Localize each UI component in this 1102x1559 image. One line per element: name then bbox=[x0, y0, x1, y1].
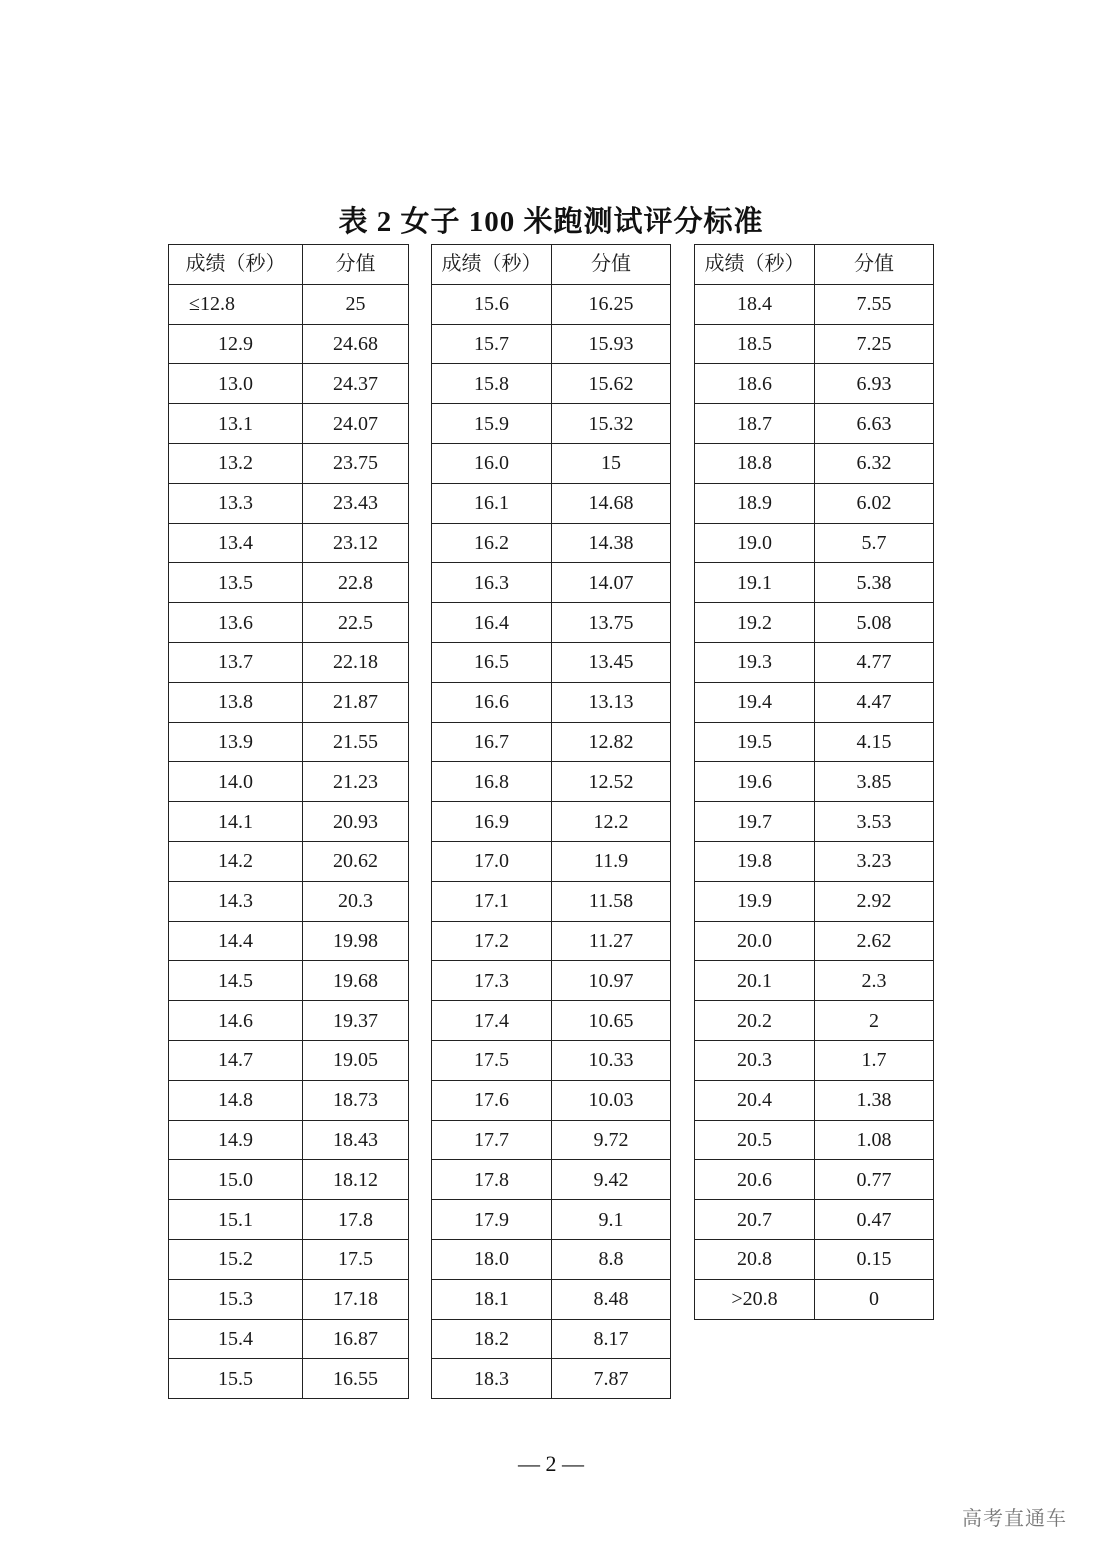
score-cell: 16.55 bbox=[303, 1359, 409, 1399]
time-cell: 15.9 bbox=[432, 404, 552, 444]
time-cell: 20.7 bbox=[695, 1200, 815, 1240]
time-cell: 19.6 bbox=[695, 762, 815, 802]
time-cell: 19.9 bbox=[695, 881, 815, 921]
time-cell: 19.0 bbox=[695, 523, 815, 563]
table-row bbox=[432, 284, 671, 324]
time-cell: 17.2 bbox=[432, 921, 552, 961]
time-cell: 14.8 bbox=[169, 1080, 303, 1120]
time-cell: 18.5 bbox=[695, 324, 815, 364]
score-cell: 18.12 bbox=[303, 1160, 409, 1200]
header-time: 成绩（秒） bbox=[432, 245, 552, 285]
table-row bbox=[695, 1279, 934, 1319]
score-cell: 9.42 bbox=[552, 1160, 671, 1200]
header-score: 分值 bbox=[815, 245, 934, 285]
time-cell: 13.8 bbox=[169, 682, 303, 722]
time-cell: 13.5 bbox=[169, 563, 303, 603]
score-cell: 12.2 bbox=[552, 802, 671, 842]
time-cell: 20.0 bbox=[695, 921, 815, 961]
table-row bbox=[169, 682, 409, 722]
page-number: — 2 — bbox=[518, 1451, 584, 1476]
time-cell: 16.3 bbox=[432, 563, 552, 603]
time-cell: 13.4 bbox=[169, 523, 303, 563]
time-cell: 16.1 bbox=[432, 483, 552, 523]
score-cell: 6.02 bbox=[815, 483, 934, 523]
score-cell: 9.1 bbox=[552, 1200, 671, 1240]
table-row bbox=[695, 1160, 934, 1200]
time-cell: 17.0 bbox=[432, 841, 552, 881]
table-row bbox=[169, 1160, 409, 1200]
table-row bbox=[432, 1319, 671, 1359]
table-row bbox=[169, 1001, 409, 1041]
table-row bbox=[432, 523, 671, 563]
score-cell: 19.68 bbox=[303, 961, 409, 1001]
table-row bbox=[695, 483, 934, 523]
score-cell: 19.37 bbox=[303, 1001, 409, 1041]
table-row bbox=[432, 324, 671, 364]
time-cell: 15.4 bbox=[169, 1319, 303, 1359]
time-cell: 20.6 bbox=[695, 1160, 815, 1200]
table-title: 表 2 女子 100 米跑测试评分标准 bbox=[338, 206, 764, 238]
table-row bbox=[169, 483, 409, 523]
table-body bbox=[169, 284, 409, 1398]
time-cell: 18.1 bbox=[432, 1279, 552, 1319]
score-cell: 10.97 bbox=[552, 961, 671, 1001]
score-cell: 8.48 bbox=[552, 1279, 671, 1319]
time-cell: 13.1 bbox=[169, 404, 303, 444]
score-cell: 2 bbox=[815, 1001, 934, 1041]
score-cell: 2.92 bbox=[815, 881, 934, 921]
score-cell: 15 bbox=[552, 443, 671, 483]
score-cell: 7.55 bbox=[815, 284, 934, 324]
score-cell: 1.7 bbox=[815, 1040, 934, 1080]
score-cell: 17.8 bbox=[303, 1200, 409, 1240]
table-row bbox=[169, 1040, 409, 1080]
score-cell: 23.75 bbox=[303, 443, 409, 483]
table-row bbox=[695, 443, 934, 483]
table-row bbox=[432, 603, 671, 643]
time-cell: 17.8 bbox=[432, 1160, 552, 1200]
table-row bbox=[169, 1319, 409, 1359]
score-cell: 8.17 bbox=[552, 1319, 671, 1359]
table-row bbox=[432, 1160, 671, 1200]
score-cell: 19.98 bbox=[303, 921, 409, 961]
time-cell: 20.5 bbox=[695, 1120, 815, 1160]
table-row bbox=[695, 921, 934, 961]
time-cell: 17.1 bbox=[432, 881, 552, 921]
table-row bbox=[695, 523, 934, 563]
table-row bbox=[695, 404, 934, 444]
time-cell: 14.7 bbox=[169, 1040, 303, 1080]
score-cell: 20.62 bbox=[303, 841, 409, 881]
header-row bbox=[695, 245, 934, 285]
score-cell: 6.63 bbox=[815, 404, 934, 444]
score-cell: 10.65 bbox=[552, 1001, 671, 1041]
watermark: 高考直通车 bbox=[962, 1506, 1067, 1530]
header-score: 分值 bbox=[552, 245, 671, 285]
time-cell: 19.5 bbox=[695, 722, 815, 762]
score-cell: 22.18 bbox=[303, 642, 409, 682]
time-cell: 16.5 bbox=[432, 642, 552, 682]
score-cell: 19.05 bbox=[303, 1040, 409, 1080]
table-row bbox=[432, 722, 671, 762]
score-cell: 21.87 bbox=[303, 682, 409, 722]
table-row bbox=[432, 1359, 671, 1399]
score-cell: 14.38 bbox=[552, 523, 671, 563]
score-cell: 20.93 bbox=[303, 802, 409, 842]
table-row bbox=[432, 1279, 671, 1319]
time-cell: 18.7 bbox=[695, 404, 815, 444]
score-cell: 24.37 bbox=[303, 364, 409, 404]
time-cell: 16.7 bbox=[432, 722, 552, 762]
score-cell: 0.77 bbox=[815, 1160, 934, 1200]
time-cell: 15.1 bbox=[169, 1200, 303, 1240]
table-row bbox=[169, 961, 409, 1001]
table-row bbox=[169, 762, 409, 802]
score-cell: 2.3 bbox=[815, 961, 934, 1001]
score-cell: 5.7 bbox=[815, 523, 934, 563]
score-cell: 13.75 bbox=[552, 603, 671, 643]
score-cell: 15.32 bbox=[552, 404, 671, 444]
time-cell: 17.6 bbox=[432, 1080, 552, 1120]
table-row bbox=[695, 722, 934, 762]
time-cell: 15.5 bbox=[169, 1359, 303, 1399]
time-cell: 18.8 bbox=[695, 443, 815, 483]
time-cell: 16.4 bbox=[432, 603, 552, 643]
time-cell: 16.8 bbox=[432, 762, 552, 802]
score-cell: 8.8 bbox=[552, 1239, 671, 1279]
table-row bbox=[432, 841, 671, 881]
time-cell: 14.4 bbox=[169, 921, 303, 961]
time-cell: 18.4 bbox=[695, 284, 815, 324]
time-cell: 19.4 bbox=[695, 682, 815, 722]
score-cell: 10.03 bbox=[552, 1080, 671, 1120]
score-cell: 10.33 bbox=[552, 1040, 671, 1080]
time-cell: 19.1 bbox=[695, 563, 815, 603]
score-cell: 5.38 bbox=[815, 563, 934, 603]
score-cell: 21.23 bbox=[303, 762, 409, 802]
table-row bbox=[432, 483, 671, 523]
table-row bbox=[695, 762, 934, 802]
time-cell: 16.0 bbox=[432, 443, 552, 483]
table-row bbox=[695, 364, 934, 404]
table-row bbox=[695, 284, 934, 324]
table-row bbox=[169, 921, 409, 961]
table-row bbox=[169, 404, 409, 444]
time-cell: 19.8 bbox=[695, 841, 815, 881]
table-row bbox=[169, 841, 409, 881]
time-cell: 14.0 bbox=[169, 762, 303, 802]
header-time: 成绩（秒） bbox=[695, 245, 815, 285]
score-cell: 24.68 bbox=[303, 324, 409, 364]
time-cell: 15.0 bbox=[169, 1160, 303, 1200]
time-cell: 13.0 bbox=[169, 364, 303, 404]
table-row bbox=[432, 364, 671, 404]
score-cell: 4.47 bbox=[815, 682, 934, 722]
score-cell: 14.07 bbox=[552, 563, 671, 603]
score-cell: 22.5 bbox=[303, 603, 409, 643]
time-cell: 18.2 bbox=[432, 1319, 552, 1359]
time-cell: 16.9 bbox=[432, 802, 552, 842]
score-cell: 0.15 bbox=[815, 1239, 934, 1279]
time-cell: 19.2 bbox=[695, 603, 815, 643]
table-row bbox=[695, 1001, 934, 1041]
time-cell: 17.5 bbox=[432, 1040, 552, 1080]
table-row bbox=[695, 1080, 934, 1120]
time-cell: 15.7 bbox=[432, 324, 552, 364]
score-cell: 24.07 bbox=[303, 404, 409, 444]
header-row bbox=[169, 245, 409, 285]
score-cell: 16.25 bbox=[552, 284, 671, 324]
score-cell: 13.45 bbox=[552, 642, 671, 682]
score-cell: 3.85 bbox=[815, 762, 934, 802]
score-table-block-3 bbox=[694, 244, 934, 1320]
score-cell: 21.55 bbox=[303, 722, 409, 762]
score-cell: 12.52 bbox=[552, 762, 671, 802]
table-row bbox=[432, 881, 671, 921]
score-cell: 11.27 bbox=[552, 921, 671, 961]
table-row bbox=[432, 1040, 671, 1080]
score-cell: 4.77 bbox=[815, 642, 934, 682]
score-cell: 7.87 bbox=[552, 1359, 671, 1399]
time-cell: 14.2 bbox=[169, 841, 303, 881]
time-cell: 14.9 bbox=[169, 1120, 303, 1160]
time-cell: 19.7 bbox=[695, 802, 815, 842]
score-cell: 1.38 bbox=[815, 1080, 934, 1120]
score-cell: 3.23 bbox=[815, 841, 934, 881]
table-row bbox=[695, 1040, 934, 1080]
score-cell: 6.32 bbox=[815, 443, 934, 483]
time-cell: 18.0 bbox=[432, 1239, 552, 1279]
score-cell: 11.58 bbox=[552, 881, 671, 921]
time-cell: 19.3 bbox=[695, 642, 815, 682]
table-row bbox=[695, 1239, 934, 1279]
table-row bbox=[695, 881, 934, 921]
score-cell: 17.5 bbox=[303, 1239, 409, 1279]
time-cell: 14.1 bbox=[169, 802, 303, 842]
table-row bbox=[695, 642, 934, 682]
time-cell: 17.4 bbox=[432, 1001, 552, 1041]
time-cell: 17.3 bbox=[432, 961, 552, 1001]
time-cell: 18.9 bbox=[695, 483, 815, 523]
table-row bbox=[695, 324, 934, 364]
table-row bbox=[169, 364, 409, 404]
header-score: 分值 bbox=[303, 245, 409, 285]
table-row bbox=[695, 682, 934, 722]
time-cell: 13.2 bbox=[169, 443, 303, 483]
table-row bbox=[169, 722, 409, 762]
score-cell: 7.25 bbox=[815, 324, 934, 364]
table-row bbox=[432, 1080, 671, 1120]
score-cell: 11.9 bbox=[552, 841, 671, 881]
table-row bbox=[169, 1359, 409, 1399]
table-row bbox=[169, 1120, 409, 1160]
table-body bbox=[695, 284, 934, 1319]
table-row bbox=[432, 1239, 671, 1279]
time-cell: 13.7 bbox=[169, 642, 303, 682]
table-row bbox=[695, 1120, 934, 1160]
score-cell: 4.15 bbox=[815, 722, 934, 762]
table-row bbox=[169, 563, 409, 603]
score-cell: 17.18 bbox=[303, 1279, 409, 1319]
time-cell: 18.6 bbox=[695, 364, 815, 404]
time-cell: 14.3 bbox=[169, 881, 303, 921]
score-cell: 0.47 bbox=[815, 1200, 934, 1240]
table-row bbox=[432, 1001, 671, 1041]
table-row bbox=[169, 1239, 409, 1279]
score-cell: 20.3 bbox=[303, 881, 409, 921]
time-cell: >20.8 bbox=[695, 1279, 815, 1319]
time-cell: 13.9 bbox=[169, 722, 303, 762]
score-cell: 23.43 bbox=[303, 483, 409, 523]
time-cell: 15.2 bbox=[169, 1239, 303, 1279]
score-cell: 0 bbox=[815, 1279, 934, 1319]
table-row bbox=[432, 682, 671, 722]
table-row bbox=[169, 802, 409, 842]
score-cell: 18.43 bbox=[303, 1120, 409, 1160]
time-cell: 17.7 bbox=[432, 1120, 552, 1160]
table-row bbox=[432, 642, 671, 682]
table-row bbox=[169, 284, 409, 324]
table-row bbox=[432, 1120, 671, 1160]
header-row bbox=[432, 245, 671, 285]
time-cell: 20.2 bbox=[695, 1001, 815, 1041]
table-row bbox=[169, 324, 409, 364]
time-cell: 18.3 bbox=[432, 1359, 552, 1399]
table-row bbox=[169, 1200, 409, 1240]
table-row bbox=[169, 443, 409, 483]
score-cell: 15.62 bbox=[552, 364, 671, 404]
header-time: 成绩（秒） bbox=[169, 245, 303, 285]
table-row bbox=[432, 404, 671, 444]
score-cell: 13.13 bbox=[552, 682, 671, 722]
time-cell: 14.5 bbox=[169, 961, 303, 1001]
table-row bbox=[169, 642, 409, 682]
table-row bbox=[432, 921, 671, 961]
table-row bbox=[432, 443, 671, 483]
table-row bbox=[695, 802, 934, 842]
table-row bbox=[695, 603, 934, 643]
time-cell: 16.2 bbox=[432, 523, 552, 563]
time-cell: 13.3 bbox=[169, 483, 303, 523]
score-cell: 2.62 bbox=[815, 921, 934, 961]
score-cell: 23.12 bbox=[303, 523, 409, 563]
table-row bbox=[432, 563, 671, 603]
table-row bbox=[169, 523, 409, 563]
time-cell: 20.1 bbox=[695, 961, 815, 1001]
table-row bbox=[695, 961, 934, 1001]
table-row bbox=[432, 802, 671, 842]
time-cell: 16.6 bbox=[432, 682, 552, 722]
score-table-block-1 bbox=[168, 244, 409, 1399]
time-cell: 14.6 bbox=[169, 1001, 303, 1041]
table-row bbox=[169, 603, 409, 643]
time-cell: 20.8 bbox=[695, 1239, 815, 1279]
score-cell: 6.93 bbox=[815, 364, 934, 404]
table-row bbox=[169, 881, 409, 921]
score-cell: 14.68 bbox=[552, 483, 671, 523]
time-cell: 15.8 bbox=[432, 364, 552, 404]
time-cell: 20.3 bbox=[695, 1040, 815, 1080]
score-cell: 1.08 bbox=[815, 1120, 934, 1160]
time-cell: 12.9 bbox=[169, 324, 303, 364]
score-cell: 12.82 bbox=[552, 722, 671, 762]
table-row bbox=[169, 1080, 409, 1120]
score-cell: 25 bbox=[303, 284, 409, 324]
score-table-block-2 bbox=[431, 244, 671, 1399]
table-row bbox=[695, 563, 934, 603]
time-cell: 13.6 bbox=[169, 603, 303, 643]
table-row bbox=[695, 1200, 934, 1240]
table-row bbox=[432, 1200, 671, 1240]
score-cell: 5.08 bbox=[815, 603, 934, 643]
table-row bbox=[695, 841, 934, 881]
score-cell: 9.72 bbox=[552, 1120, 671, 1160]
time-cell: 20.4 bbox=[695, 1080, 815, 1120]
table-row bbox=[432, 762, 671, 802]
time-cell: 15.3 bbox=[169, 1279, 303, 1319]
score-cell: 15.93 bbox=[552, 324, 671, 364]
time-cell: 15.6 bbox=[432, 284, 552, 324]
table-row bbox=[169, 1279, 409, 1319]
table-body bbox=[432, 284, 671, 1398]
time-cell: 17.9 bbox=[432, 1200, 552, 1240]
score-cell: 22.8 bbox=[303, 563, 409, 603]
score-cell: 16.87 bbox=[303, 1319, 409, 1359]
time-cell: ≤12.8 bbox=[169, 284, 303, 324]
table-row bbox=[432, 961, 671, 1001]
score-cell: 18.73 bbox=[303, 1080, 409, 1120]
score-cell: 3.53 bbox=[815, 802, 934, 842]
